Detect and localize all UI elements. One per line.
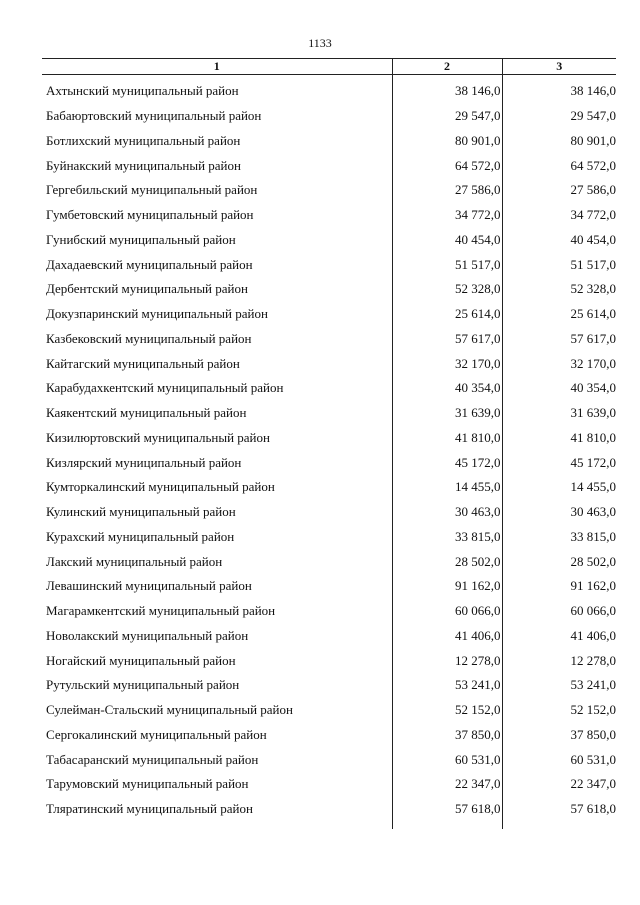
column-3-value-cell: 52 152,0 <box>502 698 616 723</box>
district-name-cell: Тарумовский муниципальный район <box>46 776 249 792</box>
column-3-value-cell: 41 810,0 <box>502 426 616 451</box>
column-2-value-cell: 31 639,0 <box>392 401 502 426</box>
column-3-value-cell: 28 502,0 <box>502 549 616 574</box>
column-3-value-cell: 29 547,0 <box>502 104 616 129</box>
table-row <box>42 228 616 253</box>
column-3-value-cell: 40 454,0 <box>502 228 616 253</box>
district-name-cell: Дербентский муниципальный район <box>46 281 248 297</box>
district-name-cell: Сергокалинский муниципальный район <box>46 726 267 742</box>
column-2-value-cell: 52 152,0 <box>392 698 502 723</box>
district-name-cell: Лакский муниципальный район <box>46 553 223 569</box>
column-3-value-cell: 53 241,0 <box>502 673 616 698</box>
district-name-cell: Магарамкентский муниципальный район <box>46 603 276 619</box>
table-row <box>42 401 616 426</box>
district-name-cell: Левашинский муниципальный район <box>46 578 252 594</box>
column-3-value-cell: 64 572,0 <box>502 153 616 178</box>
column-2-value-cell: 30 463,0 <box>392 500 502 525</box>
table-row <box>42 252 616 277</box>
table-row <box>42 302 616 327</box>
table-row <box>42 772 616 797</box>
table-row <box>42 500 616 525</box>
table-row <box>42 351 616 376</box>
district-name-cell: Гергебильский муниципальный район <box>46 182 258 198</box>
column-2-value-cell: 12 278,0 <box>392 648 502 673</box>
column-2-value-cell: 91 162,0 <box>392 574 502 599</box>
district-name-cell: Каякентский муниципальный район <box>46 405 247 421</box>
district-name-cell: Ботлихский муниципальный район <box>46 132 241 148</box>
column-2-value-cell: 41 810,0 <box>392 426 502 451</box>
table-row <box>42 376 616 401</box>
column-3-value-cell: 14 455,0 <box>502 475 616 500</box>
district-name-cell: Кулинский муниципальный район <box>46 504 236 520</box>
column-3-value-cell: 41 406,0 <box>502 624 616 649</box>
district-name-cell: Дахадаевский муниципальный район <box>46 256 253 272</box>
column-3-value-cell: 22 347,0 <box>502 772 616 797</box>
table-row <box>42 129 616 154</box>
district-name-cell: Курахский муниципальный район <box>46 528 235 544</box>
column-3-value-cell: 80 901,0 <box>502 129 616 154</box>
column-2-value-cell: 53 241,0 <box>392 673 502 698</box>
table-row <box>42 723 616 748</box>
column-header-1: 1 <box>42 59 392 75</box>
table-row <box>42 75 616 104</box>
district-name-cell: Ногайский муниципальный район <box>46 652 236 668</box>
column-3-value-cell: 40 354,0 <box>502 376 616 401</box>
table-row <box>42 178 616 203</box>
district-name-cell: Карабудахкентский муниципальный район <box>46 380 284 396</box>
table-row <box>42 797 616 829</box>
column-3-value-cell: 30 463,0 <box>502 500 616 525</box>
district-name-cell: Кизлярский муниципальный район <box>46 454 242 470</box>
table-row <box>42 327 616 352</box>
column-2-value-cell: 40 454,0 <box>392 228 502 253</box>
column-2-value-cell: 57 617,0 <box>392 327 502 352</box>
appropriation-table <box>42 58 616 829</box>
table-row <box>42 624 616 649</box>
table-row <box>42 673 616 698</box>
column-2-value-cell: 33 815,0 <box>392 525 502 550</box>
column-3-value-cell: 33 815,0 <box>502 525 616 550</box>
table-row <box>42 426 616 451</box>
table-row <box>42 203 616 228</box>
table-row <box>42 153 616 178</box>
column-2-value-cell: 34 772,0 <box>392 203 502 228</box>
column-3-value-cell: 27 586,0 <box>502 178 616 203</box>
column-2-value-cell: 37 850,0 <box>392 723 502 748</box>
column-3-value-cell: 32 170,0 <box>502 351 616 376</box>
table-row <box>42 549 616 574</box>
district-name-cell: Тляратинский муниципальный район <box>46 800 253 816</box>
district-name-cell: Кумторкалинский муниципальный район <box>46 479 275 495</box>
district-name-cell: Ахтынский муниципальный район <box>46 83 239 99</box>
column-2-value-cell: 60 066,0 <box>392 599 502 624</box>
column-header-2: 2 <box>392 59 502 75</box>
column-3-value-cell: 34 772,0 <box>502 203 616 228</box>
table-row <box>42 747 616 772</box>
table-row <box>42 574 616 599</box>
column-3-value-cell: 57 618,0 <box>502 797 616 829</box>
table-header-row <box>42 59 616 75</box>
column-3-value-cell: 51 517,0 <box>502 252 616 277</box>
column-2-value-cell: 57 618,0 <box>392 797 502 829</box>
column-2-value-cell: 64 572,0 <box>392 153 502 178</box>
district-name-cell: Кайтагский муниципальный район <box>46 355 240 371</box>
table-row <box>42 648 616 673</box>
column-2-value-cell: 51 517,0 <box>392 252 502 277</box>
column-3-value-cell: 45 172,0 <box>502 450 616 475</box>
column-3-value-cell: 38 146,0 <box>502 75 616 104</box>
table-row <box>42 698 616 723</box>
column-2-value-cell: 29 547,0 <box>392 104 502 129</box>
district-name-cell: Бабаюртовский муниципальный район <box>46 108 262 124</box>
district-name-cell: Гумбетовский муниципальный район <box>46 207 254 223</box>
district-name-cell: Буйнакский муниципальный район <box>46 157 241 173</box>
column-2-value-cell: 41 406,0 <box>392 624 502 649</box>
table-body <box>42 75 616 829</box>
column-2-value-cell: 52 328,0 <box>392 277 502 302</box>
table-row <box>42 450 616 475</box>
column-3-value-cell: 37 850,0 <box>502 723 616 748</box>
district-name-cell: Гунибский муниципальный район <box>46 231 236 247</box>
table-row <box>42 599 616 624</box>
column-3-value-cell: 12 278,0 <box>502 648 616 673</box>
district-name-cell: Сулейман-Стальский муниципальный район <box>46 702 293 718</box>
column-3-value-cell: 57 617,0 <box>502 327 616 352</box>
table-row <box>42 277 616 302</box>
page-number: 1133 <box>308 36 332 50</box>
column-2-value-cell: 60 531,0 <box>392 747 502 772</box>
district-name-cell: Докузпаринский муниципальный район <box>46 306 268 322</box>
column-2-value-cell: 14 455,0 <box>392 475 502 500</box>
district-name-cell: Табасаранский муниципальный район <box>46 751 259 767</box>
column-3-value-cell: 60 066,0 <box>502 599 616 624</box>
column-2-value-cell: 38 146,0 <box>392 75 502 104</box>
column-2-value-cell: 25 614,0 <box>392 302 502 327</box>
column-2-value-cell: 45 172,0 <box>392 450 502 475</box>
column-2-value-cell: 28 502,0 <box>392 549 502 574</box>
table-row <box>42 525 616 550</box>
column-2-value-cell: 27 586,0 <box>392 178 502 203</box>
table-header <box>42 59 616 75</box>
column-3-value-cell: 25 614,0 <box>502 302 616 327</box>
column-3-value-cell: 52 328,0 <box>502 277 616 302</box>
table-row <box>42 104 616 129</box>
column-header-3: 3 <box>502 59 616 75</box>
column-2-value-cell: 80 901,0 <box>392 129 502 154</box>
column-3-value-cell: 31 639,0 <box>502 401 616 426</box>
district-name-cell: Новолакский муниципальный район <box>46 627 249 643</box>
column-2-value-cell: 22 347,0 <box>392 772 502 797</box>
column-3-value-cell: 91 162,0 <box>502 574 616 599</box>
district-name-cell: Рутульский муниципальный район <box>46 677 240 693</box>
district-name-cell: Кизилюртовский муниципальный район <box>46 429 270 445</box>
column-3-value-cell: 60 531,0 <box>502 747 616 772</box>
table-row <box>42 475 616 500</box>
column-2-value-cell: 32 170,0 <box>392 351 502 376</box>
district-name-cell: Казбековский муниципальный район <box>46 330 252 346</box>
column-2-value-cell: 40 354,0 <box>392 376 502 401</box>
